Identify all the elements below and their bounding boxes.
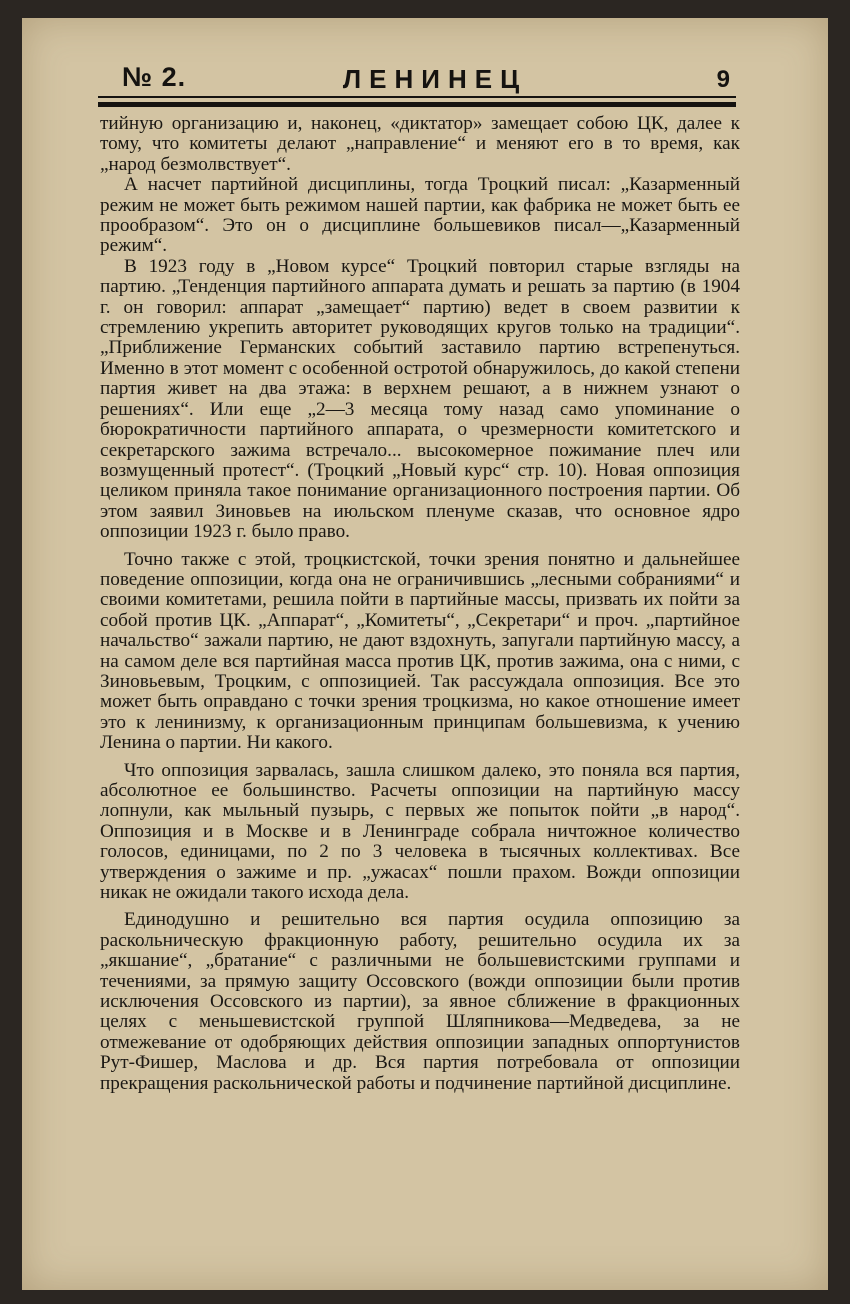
paragraph: А насчет партийной дисциплины, тогда Троцкий писал: „Казарменный режим не может быть режимом нашей партии, как фабрика не может быть ее прообразом“. Это он о дисциплине большевиков писал—„Казарменный режим“. bbox=[100, 174, 740, 257]
paragraph: Что оппозиция зарвалась, зашла слишком далеко, это поняла вся партия, абсолютное ее большинство. Расчеты оппозиции на партийную массу лопнули, как мыльный пузырь, с первых же попыток пойти „в народ“. Оппозиция и в Москве и в Ленинграде собрала ничтожное количество голосов, единицами, по 2 по 3 человека в тысячных коллективах. Все утверждения о зажиме и пр. „ужасах“ пошли прахом. Вожди оппозиции никак не ожидали такого исхода дела. bbox=[100, 759, 740, 904]
header-rule-thick bbox=[98, 102, 736, 107]
paragraph: тийную организацию и, наконец, «диктатор» замещает собою ЦК, далее к тому, что комитеты делают „направление“ и меняют его в то время, как „народ безмолвствует“. bbox=[100, 113, 740, 175]
issue-number: № 2. bbox=[122, 62, 187, 92]
page-sheet bbox=[22, 18, 828, 1290]
paragraph: Единодушно и решительно вся партия осудила оппозицию за раскольническую фракционную работу, решительно осудила их за „якшание“, „братание“ с различными не большевистскими группами и течениями, за прямую защиту Оссовского (вожди оппозиции были против исключения Оссовского из партии), за явное сближение в фракционных целях с меньшевистской группой Шляпникова—Медведева, за не отмежевание от одобряющих действия оппозиции западных оппортунистов Рут-Фишер, Маслова и др. Вся партия потребовала от оппозиции прекращения раскольнической работы и подчинение партийной дисциплине. bbox=[100, 909, 740, 1094]
paragraph: В 1923 году в „Новом курсе“ Троцкий повторил старые взгляды на партию. „Тенденция партийного аппарата думать и решать за партию (в 1904 г. он говорил: аппарат „замещает“ партию) ведет в своем развитии к стремлению укрепить авторитет руководящих кругов только на традиции“. „Приближение Германских событий заставило партию встрепенуться. Именно в этот момент с особенной остротой обнаружилось, до какой степени партия живет на два этажа: в верхнем решают, а в нижнем узнают о решениях“. Или еще „2—3 месяца тому назад само упоминание о бюрократичности партийного аппарата, о чрезмерности комитетского и секретарского зажима встречало... высокомерное пожимание плеч или возмущенный протест“. (Троцкий „Новый курс“ стр. 10). Новая оппозиция целиком приняла такое понимание организационного построения партии. Об этом заявил Зиновьев на июльском пленуме сказав, что основное ядро оппозиции 1923 г. было право. bbox=[100, 255, 740, 543]
article-body bbox=[100, 114, 740, 1094]
paragraph: Точно также с этой, троцкистской, точки зрения понятно и дальнейшее поведение оппозиции, когда она не ограничившись „лесными собраниями“ и своими комитетами, решила пойти в партийные массы, призвать их пойти за собой против ЦК. „Аппарат“, „Комитеты“, „Секретари“ и проч. „партийное начальство“ зажали партию, не дают вздохнуть, запугали партийную массу, а на самом деле вся партийная масса против ЦК, против зажима, она с ними, с Зиновьевым, Троцким, с оппозицией. Так рассуждала оппозиция. Все это может быть оправдано с точки зрения троцкизма, но какое отношение имеет это к ленинизму, к организационным принципам большевизма, к учению Ленина о партии. Ни какого. bbox=[100, 548, 740, 754]
newspaper-title: ЛЕНИНЕЦ bbox=[342, 64, 528, 94]
page-number: 9 bbox=[716, 66, 730, 93]
header-rule-thin bbox=[98, 96, 736, 98]
